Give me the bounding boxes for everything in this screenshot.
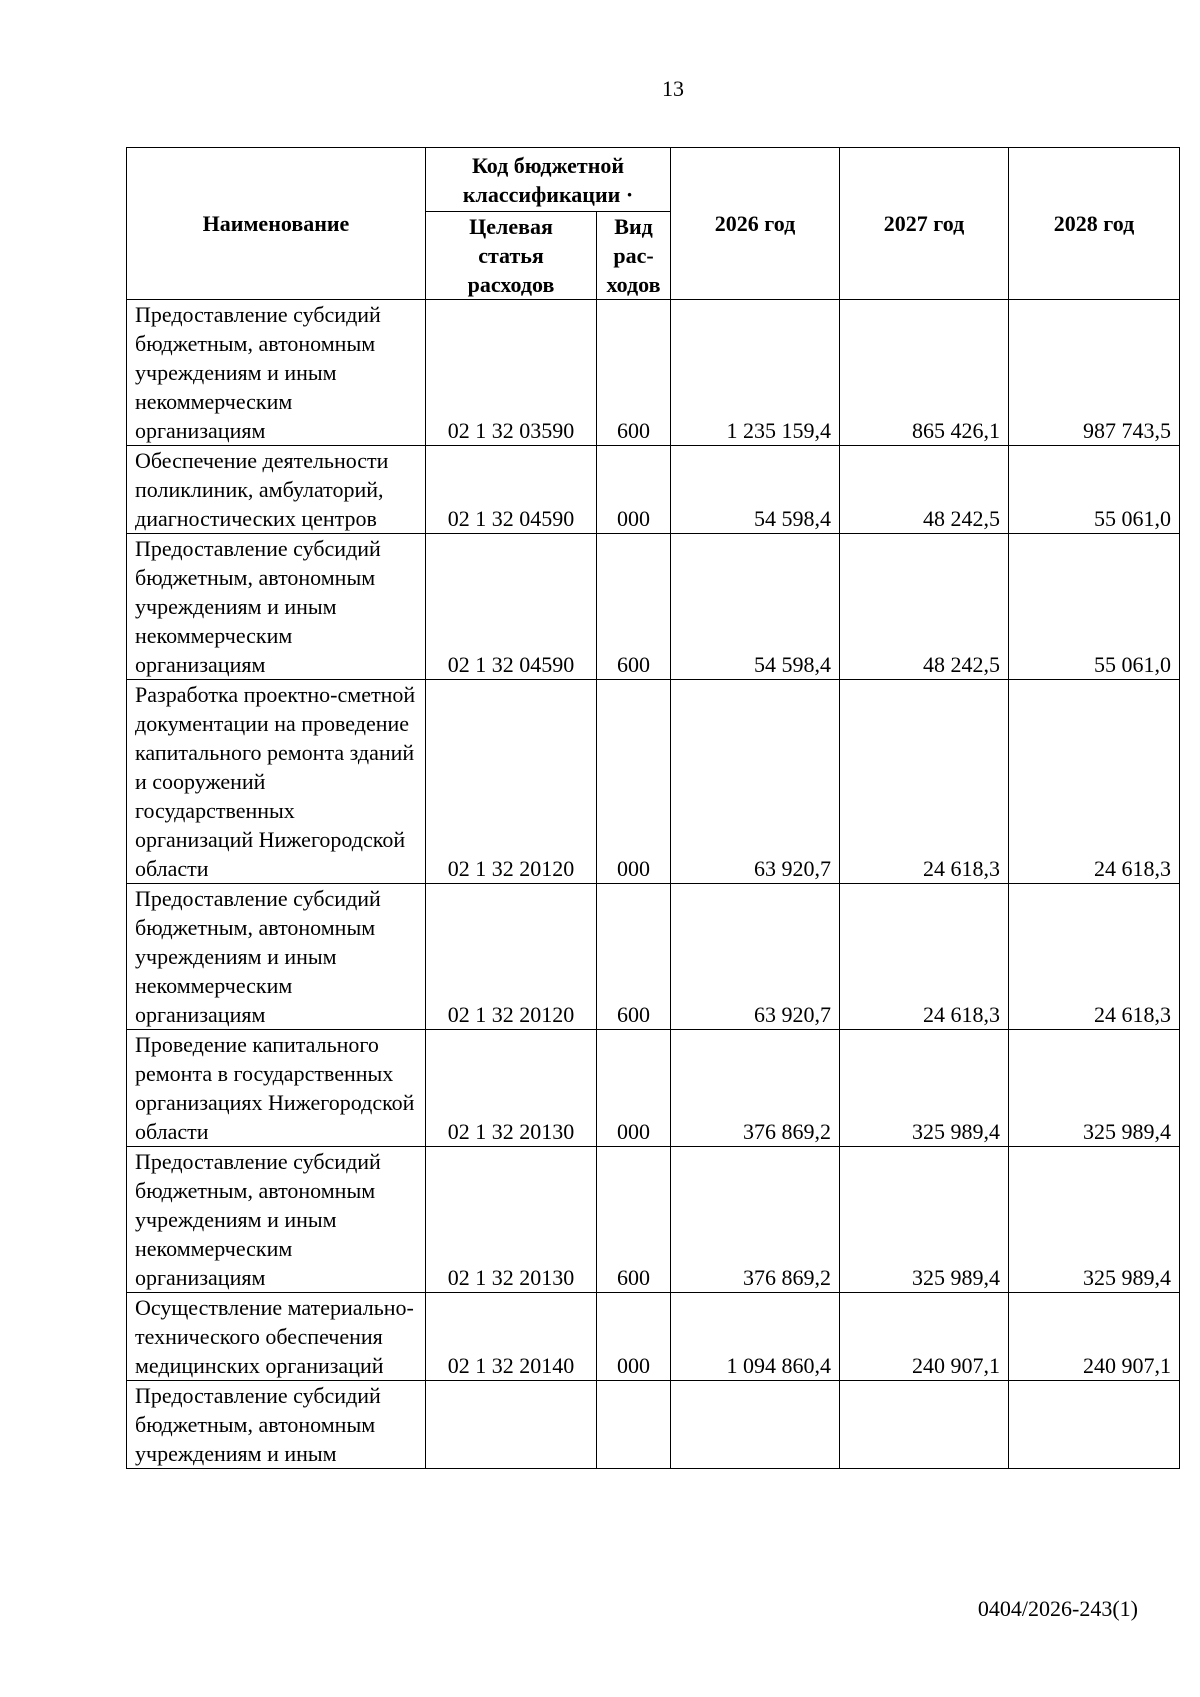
row-code: 02 1 32 20130 <box>426 1147 597 1293</box>
row-expense-type: 600 <box>597 300 671 446</box>
row-2028 <box>1009 1381 1180 1469</box>
row-2027: 48 242,5 <box>840 534 1009 680</box>
row-expense-type: 600 <box>597 884 671 1030</box>
row-name: Предоставление субсидий бюджетным, автономным учреждениям и иным некоммерческим организациям <box>127 300 426 446</box>
row-2026: 1 235 159,4 <box>671 300 840 446</box>
row-2026: 63 920,7 <box>671 680 840 884</box>
header-code-group: Код бюджетной классификации · <box>426 148 671 212</box>
row-2026: 63 920,7 <box>671 884 840 1030</box>
header-name: Наименование <box>127 148 426 300</box>
row-2027: 325 989,4 <box>840 1030 1009 1147</box>
row-name: Предоставление субсидий бюджетным, автономным учреждениям и иным <box>127 1381 426 1469</box>
row-code: 02 1 32 04590 <box>426 534 597 680</box>
row-2026: 54 598,4 <box>671 534 840 680</box>
page-number: 13 <box>662 76 684 101</box>
table-row <box>127 1147 1180 1293</box>
row-name: Осуществление материально-технического обеспечения медицинских организаций <box>127 1293 426 1381</box>
row-name: Проведение капитального ремонта в государственных организациях Нижегородской области <box>127 1030 426 1147</box>
table-row <box>127 1381 1180 1469</box>
table-row <box>127 1293 1180 1381</box>
row-code: 02 1 32 20130 <box>426 1030 597 1147</box>
table-row <box>127 884 1180 1030</box>
row-2028: 24 618,3 <box>1009 884 1180 1030</box>
row-2028: 325 989,4 <box>1009 1030 1180 1147</box>
row-expense-type: 000 <box>597 680 671 884</box>
table-row <box>127 446 1180 534</box>
row-2026: 54 598,4 <box>671 446 840 534</box>
document-id: 0404/2026-243(1) <box>977 1596 1138 1621</box>
header-2026: 2026 год <box>671 148 840 300</box>
header-expense-type: Вид рас-ходов <box>597 212 671 300</box>
header-2027: 2027 год <box>840 148 1009 300</box>
row-2028: 987 743,5 <box>1009 300 1180 446</box>
row-2028: 24 618,3 <box>1009 680 1180 884</box>
row-name: Предоставление субсидий бюджетным, автономным учреждениям и иным некоммерческим организациям <box>127 534 426 680</box>
row-2026 <box>671 1381 840 1469</box>
table-row <box>127 300 1180 446</box>
row-code <box>426 1381 597 1469</box>
row-2026: 376 869,2 <box>671 1147 840 1293</box>
table-row <box>127 680 1180 884</box>
row-2028: 325 989,4 <box>1009 1147 1180 1293</box>
budget-table <box>126 147 1180 1469</box>
row-expense-type: 600 <box>597 534 671 680</box>
header-2028: 2028 год <box>1009 148 1180 300</box>
row-name: Разработка проектно-сметной документации на проведение капитального ремонта зданий и сооружений государственных организаций Нижегородской области <box>127 680 426 884</box>
row-expense-type: 000 <box>597 1030 671 1147</box>
row-code: 02 1 32 20140 <box>426 1293 597 1381</box>
row-name: Предоставление субсидий бюджетным, автономным учреждениям и иным некоммерческим организациям <box>127 1147 426 1293</box>
row-2028: 55 061,0 <box>1009 446 1180 534</box>
row-code: 02 1 32 20120 <box>426 884 597 1030</box>
row-2027: 240 907,1 <box>840 1293 1009 1381</box>
row-code: 02 1 32 03590 <box>426 300 597 446</box>
row-expense-type <box>597 1381 671 1469</box>
row-2027 <box>840 1381 1009 1469</box>
header-target-article: Целевая статья расходов <box>426 212 597 300</box>
row-2027: 24 618,3 <box>840 680 1009 884</box>
row-code: 02 1 32 04590 <box>426 446 597 534</box>
row-2028: 240 907,1 <box>1009 1293 1180 1381</box>
row-2027: 24 618,3 <box>840 884 1009 1030</box>
table-row <box>127 534 1180 680</box>
row-expense-type: 000 <box>597 1293 671 1381</box>
row-expense-type: 600 <box>597 1147 671 1293</box>
row-2026: 1 094 860,4 <box>671 1293 840 1381</box>
row-code: 02 1 32 20120 <box>426 680 597 884</box>
row-2027: 48 242,5 <box>840 446 1009 534</box>
row-2027: 325 989,4 <box>840 1147 1009 1293</box>
row-name: Предоставление субсидий бюджетным, автономным учреждениям и иным некоммерческим организациям <box>127 884 426 1030</box>
row-2028: 55 061,0 <box>1009 534 1180 680</box>
row-2026: 376 869,2 <box>671 1030 840 1147</box>
table-row <box>127 1030 1180 1147</box>
row-name: Обеспечение деятельности поликлиник, амбулаторий, диагностических центров <box>127 446 426 534</box>
row-2027: 865 426,1 <box>840 300 1009 446</box>
row-expense-type: 000 <box>597 446 671 534</box>
